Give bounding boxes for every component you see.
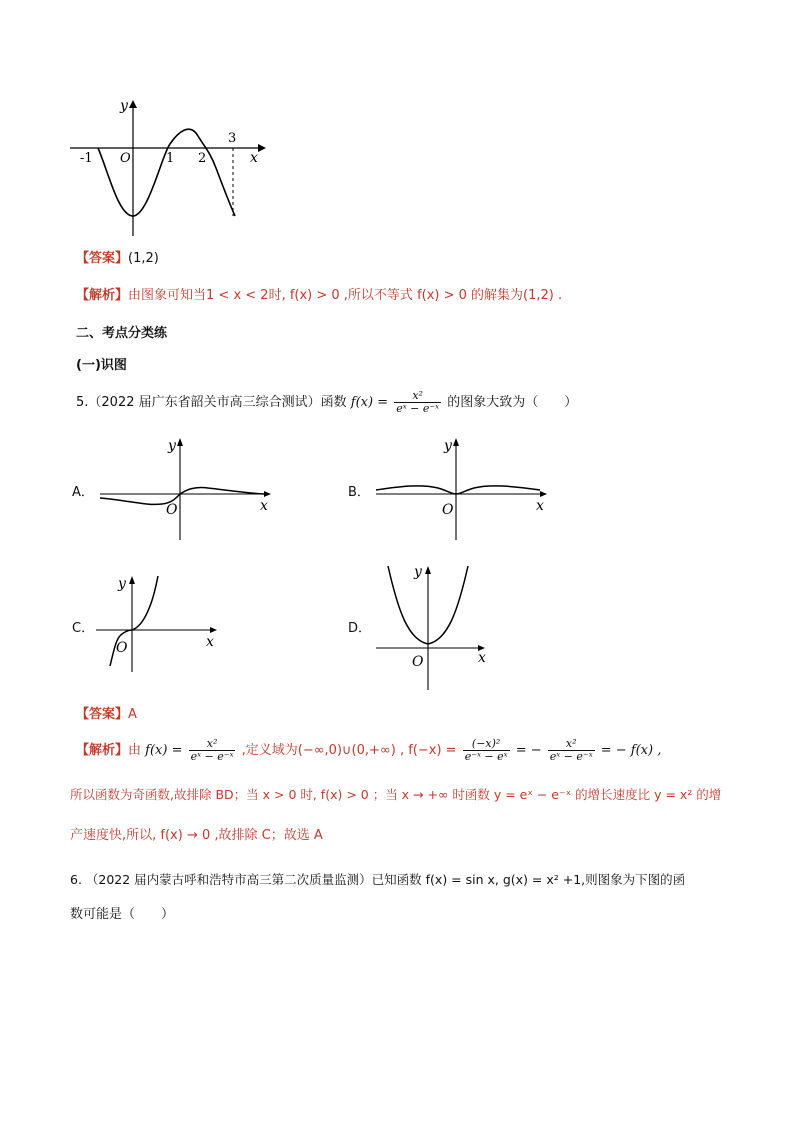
y-axis-arrow: [129, 100, 137, 108]
option-c-graph: [96, 570, 226, 675]
tick-1: 1: [166, 151, 175, 166]
q5-answer: [76, 706, 137, 724]
q4-figure: [70, 96, 270, 241]
section-subheading: (一)识图: [76, 358, 127, 373]
option-c-label: C．: [72, 621, 95, 636]
q5-analysis-line3: 产速度快,所以, f(x) → 0 ,故排除 C；故选 A: [70, 828, 323, 843]
x-label: x: [260, 498, 268, 514]
option-a-graph: [96, 436, 280, 544]
x-label: x: [250, 150, 258, 166]
y-label: y: [118, 576, 126, 592]
q5-stem-prefix: 5.（2022 届广东省韶关市高三综合测试）函数: [76, 395, 347, 410]
analysis-frac-2: [463, 738, 510, 763]
origin-label: O: [412, 654, 424, 670]
origin-label: O: [442, 502, 454, 518]
frac-den: e⁻ˣ − eˣ: [464, 750, 508, 763]
analysis-text: 由: [128, 743, 142, 758]
answer-tag: 【答案】: [76, 707, 129, 722]
x-axis-arrow: [258, 144, 266, 152]
analysis-frac-1: [189, 738, 236, 763]
option-b-label: B．: [348, 485, 370, 500]
y-axis-arrow: [425, 566, 431, 574]
analysis-text: = −: [515, 743, 542, 758]
option-d-graph: [372, 560, 502, 692]
x-label: x: [206, 634, 214, 650]
answer-value: (1,2): [128, 251, 159, 266]
y-axis-arrow: [177, 438, 183, 446]
curve: [98, 129, 235, 216]
frac-num: (−x)²: [471, 737, 501, 750]
q5-stem: [76, 386, 577, 420]
tick-3: 3: [228, 131, 237, 146]
origin-label: O: [166, 502, 178, 518]
frac-num: x²: [206, 737, 218, 750]
y-axis-arrow: [453, 438, 459, 446]
section-heading: 二、考点分类练: [76, 326, 168, 341]
frac-num: x²: [565, 737, 577, 750]
x-axis-arrow: [210, 627, 217, 633]
analysis-tag: 【解析】: [76, 743, 129, 758]
q5-fraction: [394, 390, 441, 415]
y-label: y: [120, 98, 128, 114]
x-label: x: [536, 498, 544, 514]
q5-frac-den: eˣ − e⁻ˣ: [396, 402, 440, 415]
q4-answer: [76, 250, 159, 268]
frac-den: eˣ − e⁻ˣ: [190, 750, 234, 763]
option-b-graph: [372, 436, 556, 544]
analysis-text: ,定义域为(−∞,0)∪(0,+∞) , f(−x) =: [241, 743, 457, 758]
analysis-text: = − f(x) ,: [600, 743, 662, 758]
q5-frac-num: x²: [412, 389, 423, 402]
curve: [376, 486, 540, 494]
q5-stem-suffix: 的图象大致为（ ）: [447, 395, 578, 410]
y-axis-arrow: [129, 576, 135, 584]
y-label: y: [414, 564, 422, 580]
q6-line1: 6. （2022 届内蒙古呼和浩特市高三第二次质量监测）已知函数 f(x) = sin x, g(x) = x² +1,则图象为下图的函: [70, 872, 686, 887]
curve: [100, 487, 264, 504]
q4-analysis: [76, 287, 562, 305]
analysis-func: f(x) =: [145, 743, 183, 758]
origin-label: O: [120, 151, 131, 166]
analysis-tag: 【解析】: [76, 288, 129, 303]
q5-analysis-line1: [76, 734, 661, 768]
frac-den: eˣ − e⁻ˣ: [549, 750, 593, 763]
origin-label: O: [116, 640, 128, 656]
y-label: y: [168, 438, 176, 454]
x-label: x: [478, 650, 486, 666]
q5-func: f(x) =: [350, 395, 389, 410]
tick-2: 2: [198, 151, 207, 166]
analysis-frac-3: [548, 738, 595, 763]
option-a-label: A．: [72, 485, 94, 500]
answer-value: A: [128, 707, 137, 722]
y-label: y: [444, 438, 452, 454]
option-d-label: D．: [348, 621, 372, 636]
x-axis-arrow: [540, 491, 547, 497]
answer-tag: 【答案】: [76, 251, 129, 266]
q5-analysis-line2: 所以函数为奇函数,故排除 BD；当 x > 0 时, f(x) > 0 ；当 x → +∞ 时函数 y = eˣ − e⁻ˣ 的增长速度比 y = x² 的增: [70, 787, 722, 802]
q6-line2: 数可能是（ ）: [70, 907, 175, 922]
analysis-text: 由图象可知当1 < x < 2时, f(x) > 0 ,所以不等式 f(x) > 0 的解集为(1,2) .: [128, 288, 563, 303]
x-axis-arrow: [264, 491, 271, 497]
tick-neg1: -1: [80, 151, 93, 166]
